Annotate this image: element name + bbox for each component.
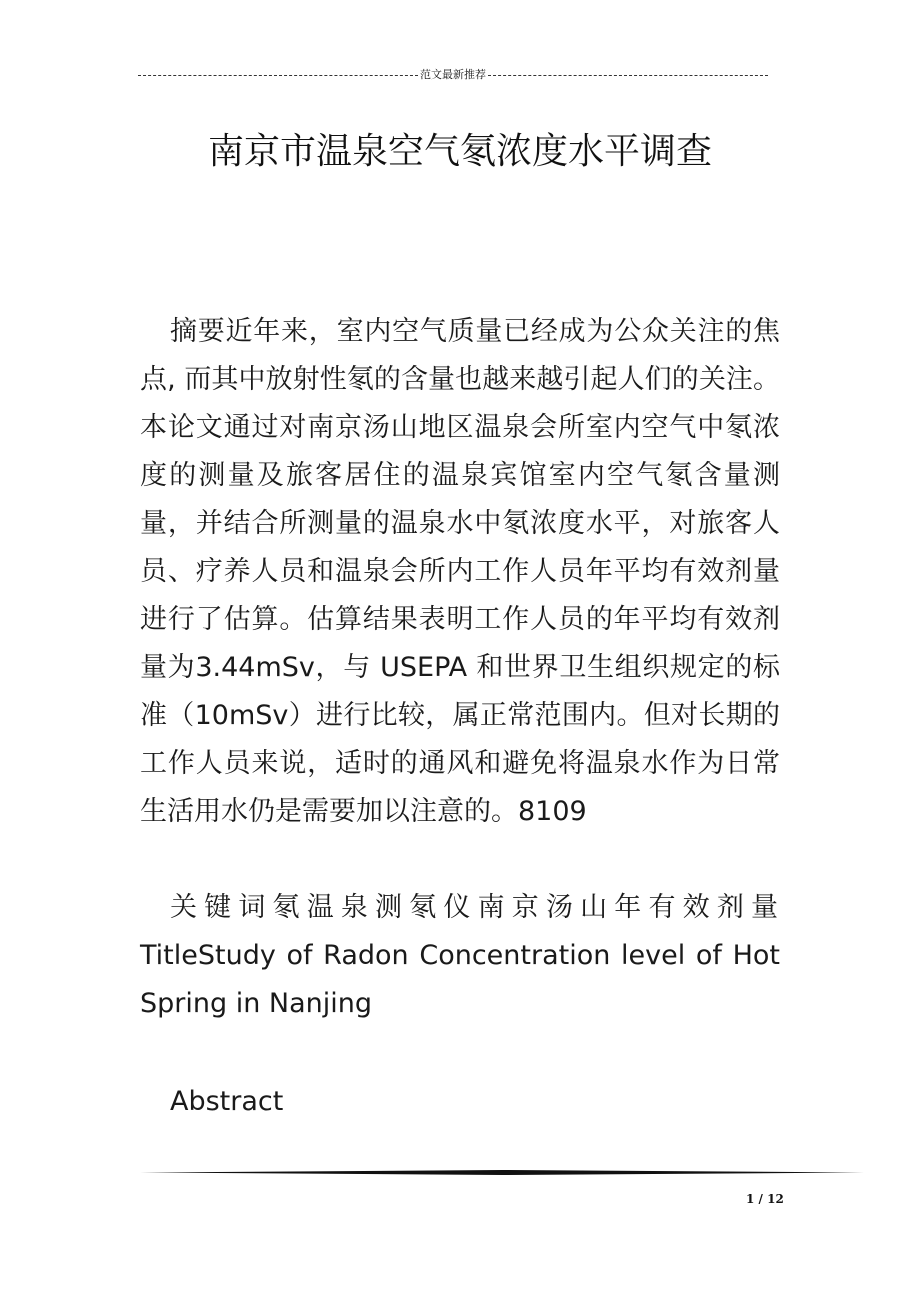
header-dash-right	[488, 75, 768, 76]
header-label: 范文最新推荐	[420, 68, 486, 81]
keywords-line: 关键词氡温泉测氡仪南京汤山年有效剂量	[170, 892, 780, 923]
document-title: 南京市温泉空气氡浓度水平调查	[207, 131, 712, 172]
abstract-heading: Abstract	[170, 1086, 284, 1117]
english-title-line-1: TitleStudy of Radon Concentration level of Hot	[140, 940, 780, 971]
page-header	[138, 68, 768, 82]
footer-rule	[140, 1170, 864, 1175]
english-title-line-2: Spring in Nanjing	[140, 988, 373, 1019]
keywords-paragraph	[140, 884, 780, 1028]
abstract-paragraph: 摘要近年来，室内空气质量已经成为公众关注的焦点, 而其中放射性氡的含量也越来越引起人们的关注。本论文通过对南京汤山地区温泉会所室内空气中氡浓度的测量及旅客居住的温泉宾馆室内空气氡含量测量，并结合所测量的温泉水中氡浓度水平，对旅客人员、疗养人员和温泉会所内工作人员年平均有效剂量进行了估算。估算结果表明工作人员的年平均有效剂量为3.44mSv，与 USEPA 和世界卫生组织规定的标准（10mSv）进行比较，属正常范围内。但对长期的工作人员来说，适时的通风和避免将温泉水作为日常生活用水仍是需要加以注意的。8109	[140, 316, 780, 827]
header-dash-left	[138, 75, 418, 76]
page-number: 1 / 12	[746, 1192, 784, 1206]
